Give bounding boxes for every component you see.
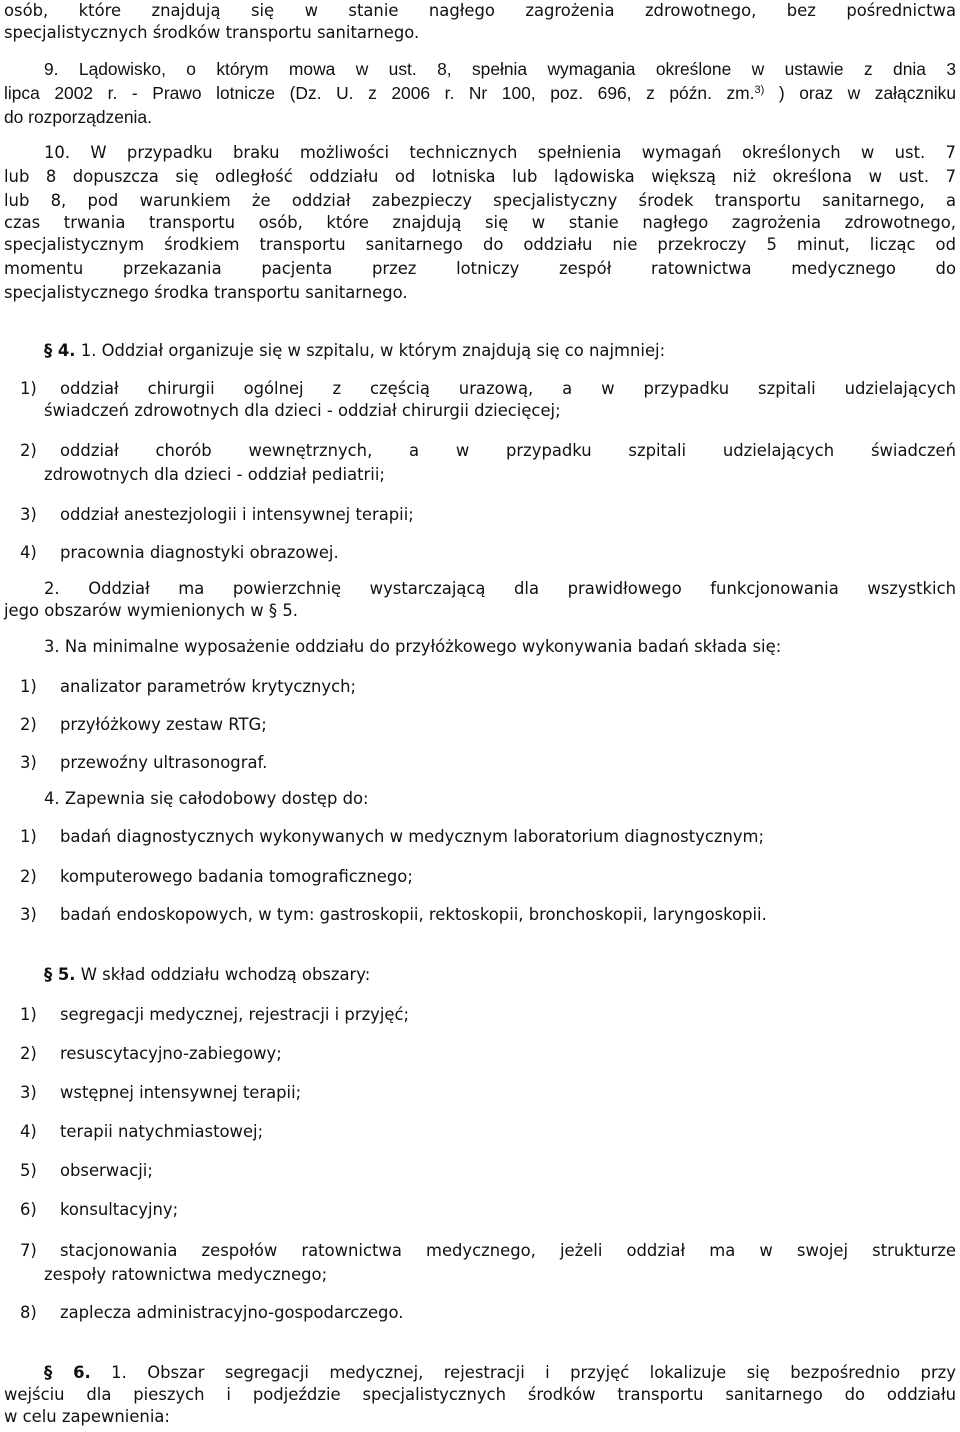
list-number: 1) bbox=[20, 677, 37, 696]
list-text: przyłóżkowy zestaw RTG; bbox=[60, 715, 267, 734]
text-line: 2. Oddział ma powierzchnię wystarczającą dla prawidłowego funkcjonowania wszystkich bbox=[44, 579, 956, 598]
list-number: 3) bbox=[20, 505, 37, 524]
list-number: 2) bbox=[20, 1044, 37, 1063]
text-line: wejściu dla pieszych i podjeździe specjalistycznych środków transportu sanitarnego do oddziału bbox=[4, 1385, 956, 1404]
text-line: czas trwania transportu osób, które znajdują się w stanie nagłego zagrożenia zdrowotnego, bbox=[4, 213, 956, 232]
list-text: badań endoskopowych, w tym: gastroskopii, rektoskopii, bronchoskopii, laryngoskopii. bbox=[60, 905, 767, 924]
section-mark: § 5. bbox=[44, 965, 76, 984]
list-text: terapii natychmiastowej; bbox=[60, 1122, 264, 1141]
list-text: resuscytacyjno-zabiegowy; bbox=[60, 1044, 282, 1063]
text-segment: 1. Oddział organizuje się w szpitalu, w którym znajdują się co najmniej: bbox=[80, 341, 666, 360]
text-line: oddział chirurgii ogólnej z częścią urazową, a w przypadku szpitali udzielających bbox=[60, 379, 956, 398]
section-mark: § 4. bbox=[44, 341, 76, 360]
text-line: 10. W przypadku braku możliwości technicznych spełnienia wymagań określonych w ust. 7 bbox=[44, 143, 956, 162]
list-number: 7) bbox=[20, 1241, 37, 1260]
list-text: oddział anestezjologii i intensywnej terapii; bbox=[60, 505, 414, 524]
list-text: badań diagnostycznych wykonywanych w medycznym laboratorium diagnostycznym; bbox=[60, 827, 765, 846]
text-line: specjalistycznego środka transportu sanitarnego. bbox=[4, 283, 408, 302]
list-text: stacjonowania zespołów ratownictwa medycznego, jeżeli oddział ma w swojej strukturze bbox=[60, 1241, 956, 1260]
text-line bbox=[4, 82, 956, 104]
text-segment: ) oraz w załączniku bbox=[778, 83, 956, 103]
text-line: momentu przekazania pacjenta przez lotniczy zespół ratownictwa medycznego do bbox=[4, 259, 956, 278]
list-number: 4) bbox=[20, 1122, 37, 1141]
list-number: 2) bbox=[20, 441, 37, 460]
list-number: 8) bbox=[20, 1303, 37, 1322]
list-number: 1) bbox=[20, 379, 37, 398]
list-number: 5) bbox=[20, 1161, 37, 1180]
text-line: do rozporządzenia. bbox=[4, 107, 152, 127]
text-line: jego obszarów wymienionych w § 5. bbox=[4, 601, 298, 620]
text-segment: 1. Obszar segregacji medycznej, rejestracji i przyjęć lokalizuje się bezpośrednio przy bbox=[111, 1363, 956, 1382]
text-line: świadczeń zdrowotnych dla dzieci - oddział chirurgii dziecięcej; bbox=[44, 401, 561, 420]
list-number: 4) bbox=[20, 543, 37, 562]
list-text: zaplecza administracyjno-gospodarczego. bbox=[60, 1303, 404, 1322]
text-line: w celu zapewnienia: bbox=[4, 1407, 170, 1426]
text-segment: lipca 2002 r. - Prawo lotnicze (Dz. U. z 2006 r. Nr 100, poz. 696, z późn. zm. bbox=[4, 83, 755, 103]
text-line: oddział chorób wewnętrznych, a w przypadku szpitali udzielających świadczeń bbox=[60, 441, 956, 460]
list-text: segregacji medycznej, rejestracji i przyjęć; bbox=[60, 1005, 410, 1024]
section-heading bbox=[44, 964, 956, 986]
list-number: 3) bbox=[20, 905, 37, 924]
text-line: 9. Lądowisko, o którym mowa w ust. 8, spełnia wymagania określone w ustawie z dnia 3 bbox=[44, 59, 956, 79]
section-mark: § 6. bbox=[44, 1363, 91, 1382]
list-number: 1) bbox=[20, 827, 37, 846]
text-line: 4. Zapewnia się całodobowy dostęp do: bbox=[44, 789, 369, 808]
text-line: lub 8 dopuszcza się odległość oddziału od lotniska lub lądowiska większą niż określona w ust. 7 bbox=[4, 167, 956, 186]
text-line: zdrowotnych dla dzieci - oddział pediatrii; bbox=[44, 465, 385, 484]
section-heading bbox=[44, 1362, 956, 1384]
list-text: konsultacyjny; bbox=[60, 1200, 179, 1219]
section-heading bbox=[44, 340, 956, 362]
text-line: specjalistycznym środkiem transportu sanitarnego do oddziału nie przekroczy 5 minut, licząc od bbox=[4, 235, 956, 254]
list-text: zespoły ratownictwa medycznego; bbox=[44, 1265, 328, 1284]
list-text: wstępnej intensywnej terapii; bbox=[60, 1083, 302, 1102]
list-text: przewoźny ultrasonograf. bbox=[60, 753, 268, 772]
list-number: 1) bbox=[20, 1005, 37, 1024]
list-text: obserwacji; bbox=[60, 1161, 153, 1180]
list-number: 6) bbox=[20, 1200, 37, 1219]
list-number: 2) bbox=[20, 715, 37, 734]
list-number: 3) bbox=[20, 1083, 37, 1102]
text-segment: W skład oddziału wchodzą obszary: bbox=[80, 965, 371, 984]
text-line: osób, które znajdują się w stanie nagłego zagrożenia zdrowotnego, bez pośrednictwa bbox=[4, 1, 956, 20]
list-text: pracownia diagnostyki obrazowej. bbox=[60, 543, 339, 562]
list-number: 2) bbox=[20, 867, 37, 886]
text-line: lub 8, pod warunkiem że oddział zabezpieczy specjalistyczny środek transportu sanitarnego, a bbox=[4, 191, 956, 210]
text-line: 3. Na minimalne wyposażenie oddziału do przyłóżkowego wykonywania badań składa się: bbox=[44, 637, 782, 656]
list-number: 3) bbox=[20, 753, 37, 772]
footnote-ref: 3) bbox=[754, 84, 765, 96]
text-line: specjalistycznych środków transportu sanitarnego. bbox=[4, 23, 420, 42]
list-text: analizator parametrów krytycznych; bbox=[60, 677, 357, 696]
list-text: komputerowego badania tomograficznego; bbox=[60, 867, 413, 886]
